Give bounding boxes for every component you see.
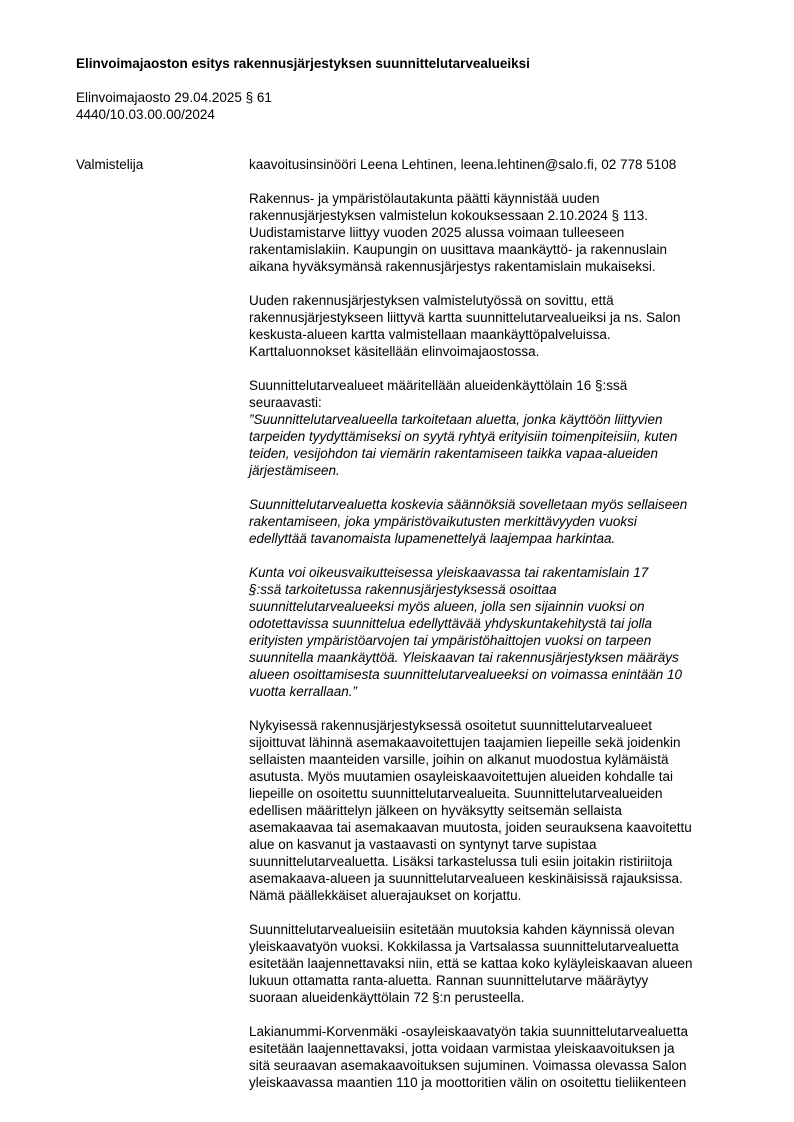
paragraph-line: Karttaluonnokset käsitellään elinvoimajaostossa. [249, 344, 540, 359]
paragraph-line: aikana hyväksymänsä rakennusjärjestys rakentamislain mukaiseksi. [249, 259, 656, 274]
paragraph-line: teiden, vesijohdon tai viemärin rakentamiseen taikka vapaa-alueiden [249, 446, 658, 461]
body-paragraph [249, 1023, 749, 1091]
paragraph-line: liepeille on osoitettu suunnittelutarvealueita. Suunnittelutarvealueiden [249, 786, 663, 801]
paragraph-line: Nämä päällekkäiset aluerajaukset on korjattu. [249, 888, 522, 903]
paragraph-line: seuraavasti: [249, 395, 322, 410]
quoted-paragraph [249, 496, 749, 547]
paragraph-line: esitetään laajennettavaksi niin, että se kattaa koko kyläyleiskaavan alueen [249, 956, 693, 971]
preparer-label: Valmistelija [76, 157, 144, 172]
paragraph-line: edellyttää tavanomaista lupamenettelyä laajempaa harkintaa. [249, 531, 616, 546]
paragraph-line: odotettavissa suunnittelua edellyttävää yhdyskuntakehitystä tai jolla [249, 616, 652, 631]
paragraph-line: vuotta kerrallaan.” [249, 684, 358, 699]
body-paragraph [249, 292, 749, 360]
paragraph-line: edellisen määrittelyn jälkeen on hyväksytty seitsemän sellaista [249, 803, 622, 818]
paragraph-line: alueen osoittamisesta suunnittelutarvealueeksi on voimassa enintään 10 [249, 667, 683, 682]
meeting-reference: Elinvoimajaosto 29.04.2025 § 61 [76, 90, 272, 105]
body-paragraph [249, 717, 749, 904]
meeting-meta [76, 89, 272, 123]
paragraph-line: Lakianummi-Korvenmäki -osayleiskaavatyön takia suunnittelutarvealuetta [249, 1024, 688, 1039]
paragraph-line: rakentamislakiin. Kaupungin on uusittava maankäyttö- ja rakennuslain [249, 242, 667, 257]
paragraph-line: lukuun ottamatta ranta-aluetta. Rannan suunnittelutarve määräytyy [249, 973, 649, 988]
paragraph-line: suoraan alueidenkäyttölain 72 §:n perusteella. [249, 990, 525, 1005]
paragraph-line: Uudistamistarve liittyy vuoden 2025 alussa voimaan tulleeseen [249, 225, 625, 240]
body-paragraph [249, 377, 749, 411]
paragraph-line: Uuden rakennusjärjestyksen valmistelutyössä on sovittu, että [249, 293, 614, 308]
paragraph-line: §:ssä tarkoitetussa rakennusjärjestyksessä osoittaa [249, 582, 557, 597]
body-paragraph [249, 921, 749, 1006]
paragraph-line: rakentamiseen, joka ympäristövaikutusten merkittävyyden vuoksi [249, 514, 637, 529]
paragraph-line: rakennusjärjestyksen valmistelun kokouksessaan 2.10.2024 § 113. [249, 208, 648, 223]
quoted-paragraph [249, 564, 749, 700]
paragraph-line: Nykyisessä rakennusjärjestyksessä osoitetut suunnittelutarvealueet [249, 718, 652, 733]
paragraph-line: alue on kasvanut ja vastaavasti on syntynyt tarve supistaa [249, 837, 597, 852]
paragraph-line: järjestämiseen. [249, 463, 340, 478]
paragraph-line: sellaisten maanteiden varsille, joihin on alkanut muodostua kylämäistä [249, 752, 669, 767]
paragraph-line: tarpeiden tyydyttämiseksi on syytä ryhtyä erityisiin toimenpiteisiin, kuten [249, 429, 678, 444]
paragraph-line: ”Suunnittelutarvealueella tarkoitetaan aluetta, jonka käyttöön liittyvien [249, 412, 663, 427]
paragraph-line: Suunnittelutarvealueet määritellään alueidenkäyttölain 16 §:ssä [249, 378, 628, 393]
document-body [249, 156, 749, 1108]
paragraph-line: suunnittelutarvealuetta. Lisäksi tarkastelussa tuli esiin joitakin ristiriitoja [249, 854, 673, 869]
paragraph-line: asemakaava-alueen ja suunnittelutarvealueen keskinäisissä rajauksissa. [249, 871, 683, 886]
paragraph-line: yleiskaavatyön vuoksi. Kokkilassa ja Vartsalassa suunnittelutarvealuetta [249, 939, 679, 954]
paragraph-line: suunnitella maankäyttöä. Yleiskaavan tai rakennusjärjestyksen määräys [249, 650, 679, 665]
body-paragraphs [249, 190, 749, 1091]
preparer-contact: kaavoitusinsinööri Leena Lehtinen, leena.lehtinen@salo.fi, 02 778 5108 [249, 157, 677, 172]
paragraph-line: asemakaavaa tai asemakaavan muutosta, joiden seurauksena kaavoitettu [249, 820, 692, 835]
paragraph-line: sitä seuraavan asemakaavoituksen sujuminen. Voimassa olevassa Salon [249, 1058, 687, 1073]
paragraph-line: Rakennus- ja ympäristölautakunta päätti käynnistää uuden [249, 191, 600, 206]
body-paragraph [249, 190, 749, 275]
document-title: Elinvoimajaoston esitys rakennusjärjestyksen suunnittelutarvealueiksi [76, 56, 530, 71]
preparer-info [249, 156, 749, 173]
paragraph-line: suunnittelutarvealueeksi myös alueen, jolla sen sijainnin vuoksi on [249, 599, 645, 614]
paragraph-line: esitetään laajennettavaksi, jotta voidaan varmistaa yleiskaavoituksen ja [249, 1041, 675, 1056]
record-number: 4440/10.03.00.00/2024 [76, 107, 215, 122]
paragraph-line: Suunnittelutarvealuetta koskevia säännöksiä sovelletaan myös sellaiseen [249, 497, 688, 512]
paragraph-line: asutusta. Myös muutamien osayleiskaavoitettujen alueiden kohdalle tai [249, 769, 673, 784]
paragraph-line: Suunnittelutarvealueisiin esitetään muutoksia kahden käynnissä olevan [249, 922, 675, 937]
paragraph-line: sijoittuvat lähinnä asemakaavoitettujen taajamien liepeille sekä joidenkin [249, 735, 681, 750]
paragraph-line: keskusta-alueen kartta valmistellaan maankäyttöpalveluissa. [249, 327, 611, 342]
paragraph-line: erityisten ympäristöarvojen tai ympäristöhaittojen vuoksi on tarpeen [249, 633, 652, 648]
quoted-paragraph [249, 411, 749, 479]
paragraph-line: rakennusjärjestykseen liittyvä kartta suunnittelutarvealueiksi ja ns. Salon [249, 310, 681, 325]
paragraph-line: yleiskaavassa maantien 110 ja moottoritien välin on osoitettu tieliikenteen [249, 1075, 687, 1090]
paragraph-line: Kunta voi oikeusvaikutteisessa yleiskaavassa tai rakentamislain 17 [249, 565, 649, 580]
